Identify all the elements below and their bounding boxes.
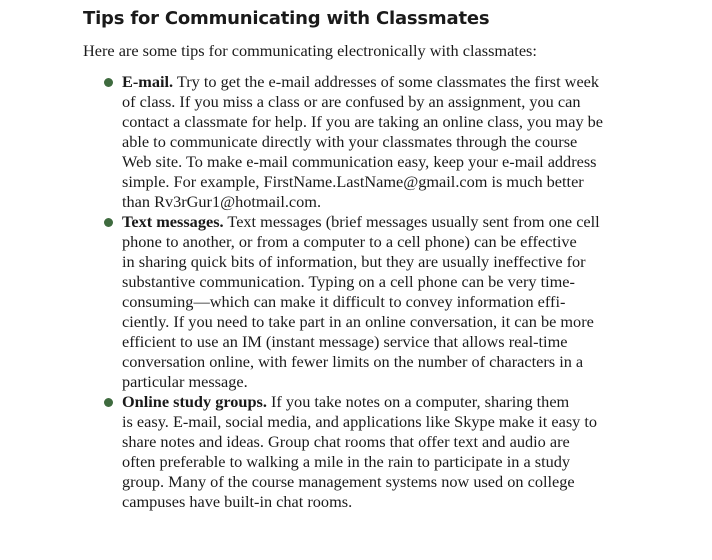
tip-item-online-study-groups — [122, 392, 650, 512]
tip-line: phone to another, or from a computer to a cell phone) can be effective — [122, 232, 577, 251]
tip-line: contact a classmate for help. If you are taking an online class, you may be — [122, 112, 604, 131]
tip-line: substantive communication. Typing on a cell phone can be very time- — [122, 272, 575, 291]
intro-paragraph: Here are some tips for communicating electronically with classmates: — [83, 41, 537, 60]
tip-line — [122, 392, 650, 412]
section-heading: Tips for Communicating with Classmates — [83, 8, 490, 29]
tip-item-text-messages — [122, 212, 650, 392]
tip-line: of class. If you miss a class or are confused by an assignment, you can — [122, 92, 581, 111]
tip-line: particular message. — [122, 372, 248, 391]
tip-text: Text messages (brief messages usually sent from one cell — [223, 212, 600, 231]
tip-line — [122, 72, 650, 92]
tip-line: consuming—which can make it difficult to convey information effi- — [122, 292, 566, 311]
tip-line: share notes and ideas. Group chat rooms that offer text and audio are — [122, 432, 570, 451]
tip-line: than Rv3rGur1@hotmail.com. — [122, 192, 322, 211]
tip-title: E-mail. — [122, 72, 174, 91]
tip-line: often preferable to walking a mile in the rain to participate in a study — [122, 452, 571, 471]
tip-line: simple. For example, FirstName.LastName@gmail.com is much better — [122, 172, 584, 191]
tip-text: If you take notes on a computer, sharing them — [266, 392, 570, 411]
tip-line: in sharing quick bits of information, but they are usually ineffective for — [122, 252, 586, 271]
tip-item-email — [122, 72, 650, 212]
tip-line: campuses have built-in chat rooms. — [122, 492, 353, 511]
tip-line: Web site. To make e-mail communication easy, keep your e-mail address — [122, 152, 597, 171]
tip-title: Text messages. — [122, 212, 224, 231]
tip-line: is easy. E-mail, social media, and applications like Skype make it easy to — [122, 412, 598, 431]
bullet-icon — [104, 78, 113, 87]
bullet-icon — [104, 218, 113, 227]
tip-line — [122, 212, 650, 232]
tip-line: able to communicate directly with your classmates through the course — [122, 132, 578, 151]
tip-line: efficient to use an IM (instant message) service that allows real-time — [122, 332, 568, 351]
tip-title: Online study groups. — [122, 392, 267, 411]
tip-line: conversation online, with fewer limits on the number of characters in a — [122, 352, 584, 371]
tip-line: group. Many of the course management systems now used on college — [122, 472, 575, 491]
tip-line: ciently. If you need to take part in an online conversation, it can be more — [122, 312, 594, 331]
tip-text: Try to get the e-mail addresses of some classmates the first week — [173, 72, 600, 91]
tips-list — [122, 72, 650, 512]
bullet-icon — [104, 398, 113, 407]
